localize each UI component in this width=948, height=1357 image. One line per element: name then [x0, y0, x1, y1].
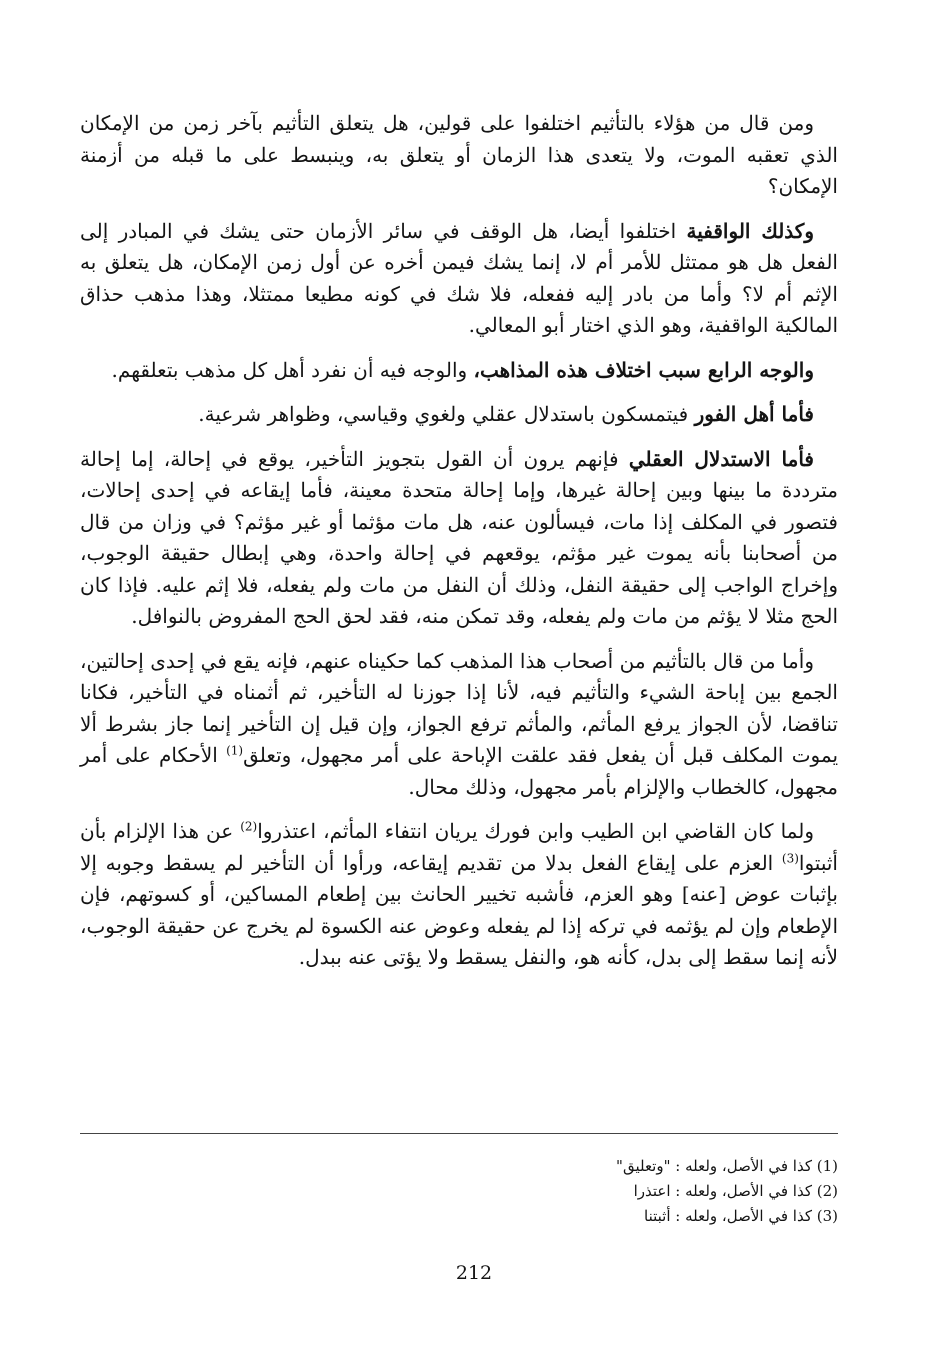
footnote: (1) كذا في الأصل، ولعله : "وتعليق": [616, 1157, 838, 1175]
footnote-marker: (3): [781, 850, 799, 865]
main-text: [80, 108, 838, 987]
paragraph-lead: فأما أهل الفور: [694, 402, 814, 426]
paragraph-text: الأحكام على أمر مجهول، كالخطاب والإلزام بأمر مجهول، وذلك محال.: [80, 743, 838, 799]
footnote: (3) كذا في الأصل، ولعله : أثبتنا: [644, 1207, 838, 1225]
paragraph-text: ومن قال من هؤلاء بالتأثيم اختلفوا على قولين، هل يتعلق التأثيم بآخر زمن من الإمكان الذي تعقبه الموت، ولا يتعدى هذا الزمان أو يتعلق به، وينبسط على ما قبله من أزمنة الإمكان؟: [80, 111, 838, 198]
paragraph-lead: فأما الاستدلال العقلي: [628, 446, 814, 471]
page-number: 212: [455, 1262, 493, 1284]
paragraph-lead: والوجه الرابع سبب اختلاف هذه المذاهب،: [473, 357, 814, 382]
paragraph-text: وأما من قال بالتأثيم من أصحاب هذا المذهب كما حكيناه عنهم، فإنه يقع في إحدى إحالتين، الجمع بين إباحة الشيء والتأثيم فيه، لأنا إذا جوزنا له التأخير، ثم أثمناه في التأخير، فكانا تناقضا، لأن الجواز يرفع المأثم، والمأثم ترفع الجواز، وإن قيل إن التأخير إنما جاز بشرط ألا يموت المكلف قبل أن يفعل فقد علقت الإباحة على أمر مجهول، وتعلق: [80, 648, 839, 767]
footnote-divider: [80, 1133, 838, 1134]
paragraph: [80, 816, 838, 974]
footnote: (2) كذا في الأصل، ولعله : اعتذرا: [633, 1182, 838, 1200]
paragraph: [80, 355, 838, 387]
paragraph: [80, 444, 838, 633]
paragraph-text: عن هذا الإلزام بأن أثبتوا: [80, 819, 838, 875]
footnote-marker: (2): [240, 819, 258, 834]
paragraph-text: اختلفوا أيضا، هل الوقف في سائر الأزمان حتى يشك في المبادر إلى الفعل هل هو ممتثل للأمر أم لا، إنما يشك فيمن أخره عن أول زمن الإمكان، هل يتعلق به الإثم أم لا؟ وأما من بادر إليه ففعله، فلا شك في كونه مطيعا ممتثلا، وهذا مذهب حذاق المالكية الواقفية، وهو الذي اختار أبو المعالي.: [80, 218, 838, 337]
paragraph-text: ولما كان القاضي ابن الطيب وابن فورك يريان انتفاء المأثم، اعتذروا: [257, 819, 814, 843]
paragraph-text: فإنهم يرون أن القول بتجويز التأخير، يوقع في إحالة، إما إحالة مترددة ما بينها وبين إحالة غيرها، وإما إحالة متحدة معينة، فأما إيقاعه في إحدى إحالات، فتصور في المكلف إذا مات، فيسألون عنه، هل مات مؤثما أو غير مؤثم؟ في وزان من قال من أصحابنا بأنه يموت غير مؤثم، يوقعهم في إحالة واحدة، وهي إبطال حقيقة الوجوب، وإخراج الواجب إلى حقيقة النفل، وذلك أن النفل من مات ولم يفعله، فلا إثم عليه. فإذا كان الحج مثلا لا يؤثم من مات ولم يفعله، وقد تمكن منه، فقد لحق الحج المفروض بالنوافل.: [80, 446, 838, 628]
paragraph-lead: وكذلك الواقفية: [686, 218, 814, 243]
paragraph-text: والوجه فيه أن نفرد أهل كل مذهب بتعلقهم.: [111, 357, 474, 382]
paragraph-text: فيتمسكون باستدلال عقلي ولغوي وقياسي، وظواهر شرعية.: [198, 402, 695, 426]
paragraph: [80, 108, 838, 203]
footnotes: [238, 1154, 838, 1229]
footnote-marker: (1): [226, 743, 244, 758]
paragraph: [80, 216, 838, 342]
paragraph-text: العزم على إيقاع الفعل بدلا من تقديم إيقاعه، ورأوا أن التأخير لم يسقط وجوبه إلا بإثبات عوض [عنه] وهو العزم، فأشبه تخيير الحانث بين إطعام المساكين، أو كسوتهم، فإن الإطعام وإن لم يؤثمه في تركه إذا لم يفعله وعوض عنه الكسوة لم يخرج عن حقيقة الوجوب، لأنه إنما سقط إلى بدل، كأنه هو، والنفل يسقط ولا يؤتى عنه ببدل.: [80, 850, 838, 969]
paragraph: [80, 399, 838, 431]
paragraph: [80, 646, 838, 804]
